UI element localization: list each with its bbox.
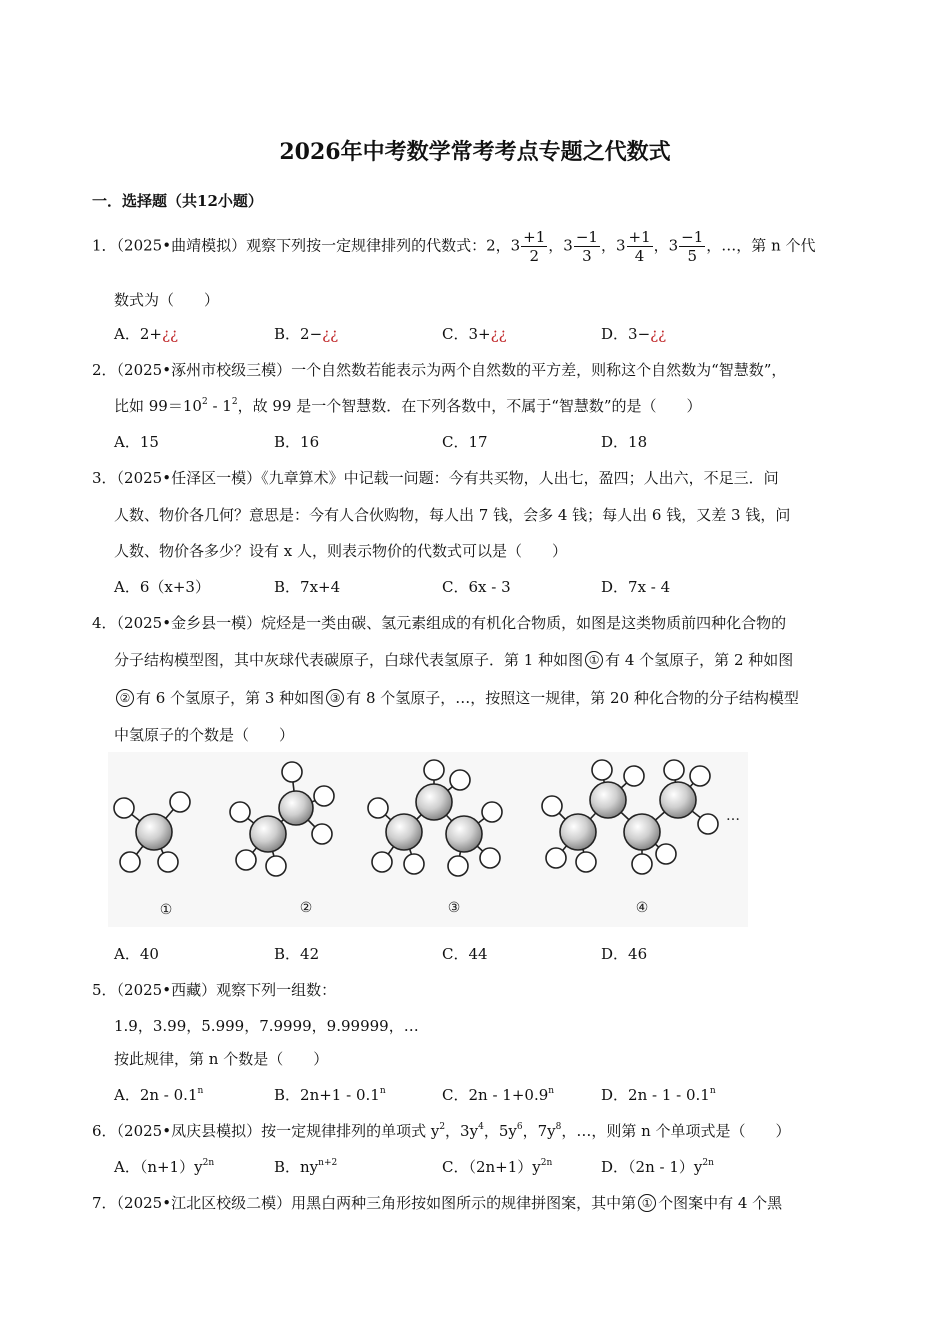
figure-label-2: ② (299, 900, 313, 916)
section-heading: 一．选择题（共12小题） (92, 192, 263, 210)
question-7-line1: 7．（2025•江北区校级二模）用黑白两种三角形按如图所示的规律拼图案，其中第 ① 个图案中有 4 个黑 (92, 1194, 783, 1212)
q3-option-d[interactable]: D．7x ‑ 4 (601, 578, 671, 596)
q1-option-a[interactable]: A．2+¿¿ (114, 325, 179, 343)
question-4-line3: ② 有 6 个氢原子，第 3 种如图 ③ 有 8 个氢原子，…，按照这一规律，第 20 种化合物的分子结构模型 (114, 688, 799, 708)
q3-option-c[interactable]: C．6x ‑ 3 (442, 578, 511, 596)
fraction-1: $\frac{+1}{2}$ (523, 228, 546, 265)
q1-option-c[interactable]: C．3+¿¿ (442, 325, 507, 343)
q4-option-c[interactable]: C．44 (442, 945, 488, 963)
q4-option-a[interactable]: A．40 (114, 945, 159, 963)
figure-label-3: ③ (447, 900, 461, 916)
q6-option-c[interactable]: C．$(2n+1)y^{2n}$ (442, 1158, 553, 1176)
q6-option-a[interactable]: A．$(n+1)y^{2n}$ (114, 1158, 215, 1176)
question-3-line1: 3．（2025•任泽区一模）《九章算术》中记载一问题：今有共买物，人出七，盈四；人出六，不足三．问 (92, 469, 779, 487)
q5-option-c[interactable]: C．2n ‑ $1+0.9^n$ (442, 1086, 555, 1104)
question-6-line1: 6．（2025•凤庆县模拟）按一定规律排列的单项式 $y^2$，$3y^4$，$5y^6$，$7y^8$，…，则第 n 个单项式是（ ） (92, 1122, 791, 1140)
q3-option-a[interactable]: A．6（x+3） (114, 578, 210, 596)
question-5-line2: 1.9，3.99，5.999，7.9999，9.99999，… (114, 1017, 419, 1035)
q6-option-b[interactable]: B．$ny^{n+2}$ (274, 1158, 338, 1176)
q3-option-b[interactable]: B．7x+4 (274, 578, 341, 596)
question-4-line2: 分子结构模型图，其中灰球代表碳原子，白球代表氢原子．第 1 种如图 ① 有 4 个氢原子，第 2 种如图 (114, 651, 794, 669)
question-1-line2: 数式为（ ） (114, 291, 220, 309)
question-1-stem: 1．（2025•曲靖模拟）观察下列按一定规律排列的代数式：2，3 $\frac{+1}{2}$ ，3 $\frac{-1}{3}$ ，3 $\frac{+1}{4}$ ，3 $\frac{-1}{5}$ ，…，第 n 个代 (92, 228, 816, 265)
question-5-line1: 5．（2025•西藏）观察下列一组数： (92, 981, 337, 999)
question-3-line2: 人数、物价各几何？意思是：今有人合伙购物，每人出 7 钱，会多 4 钱；每人出 6 钱，又差 3 钱，问 (114, 506, 791, 524)
q5-option-b[interactable]: B．2n+1 ‑ 0.1$^n$ (274, 1086, 386, 1104)
fraction-4: $\frac{-1}{5}$ (681, 228, 704, 265)
q4-option-d[interactable]: D．46 (601, 945, 648, 963)
question-4-line1: 4．（2025•金乡县一模）烷烃是一类由碳、氢元素组成的有机化合物质，如图是这类物质前四种化合物的 (92, 614, 787, 632)
alkane-molecule-figure (108, 752, 748, 927)
q5-option-d[interactable]: D．2n ‑ 1 ‑ 0.1$^n$ (601, 1086, 716, 1104)
fraction-3: $\frac{+1}{4}$ (628, 228, 651, 265)
q2-option-c[interactable]: C．17 (442, 433, 488, 451)
q2-option-b[interactable]: B．16 (274, 433, 320, 451)
page-title: 2026年中考数学常考考点专题之代数式 (279, 139, 671, 165)
question-2-line2: 比如 $99=10^2$ ‑ $1^2$，故 99 是一个智慧数．在下列各数中，不属于“智慧数”的是（ ） (114, 397, 702, 415)
fraction-2: $\frac{-1}{3}$ (575, 228, 598, 265)
q5-option-a[interactable]: A．2n ‑ 0.1$^n$ (114, 1086, 204, 1104)
q2-option-d[interactable]: D．18 (601, 433, 648, 451)
q6-option-d[interactable]: D．（2n ‑ $1)y^{2n}$ (601, 1158, 714, 1176)
q1-option-d[interactable]: D．3−¿¿ (601, 325, 667, 343)
q4-option-b[interactable]: B．42 (274, 945, 320, 963)
q1-option-b[interactable]: B．2−¿¿ (274, 325, 339, 343)
question-5-line3: 按此规律，第 n 个数是（ ） (114, 1050, 329, 1068)
question-2-line1: 2．（2025•涿州市校级三模）一个自然数若能表示为两个自然数的平方差，则称这个自然数为“智慧数”， (92, 361, 787, 379)
question-4-line4: 中氢原子的个数是（ ） (114, 726, 295, 744)
figure-label-1: ① (159, 902, 173, 918)
figure-label-4: ④ (635, 900, 649, 916)
question-3-line3: 人数、物价各多少？设有 x 人，则表示物价的代数式可以是（ ） (114, 542, 567, 560)
figure-ellipsis: … (726, 808, 740, 824)
q2-option-a[interactable]: A．15 (114, 433, 159, 451)
